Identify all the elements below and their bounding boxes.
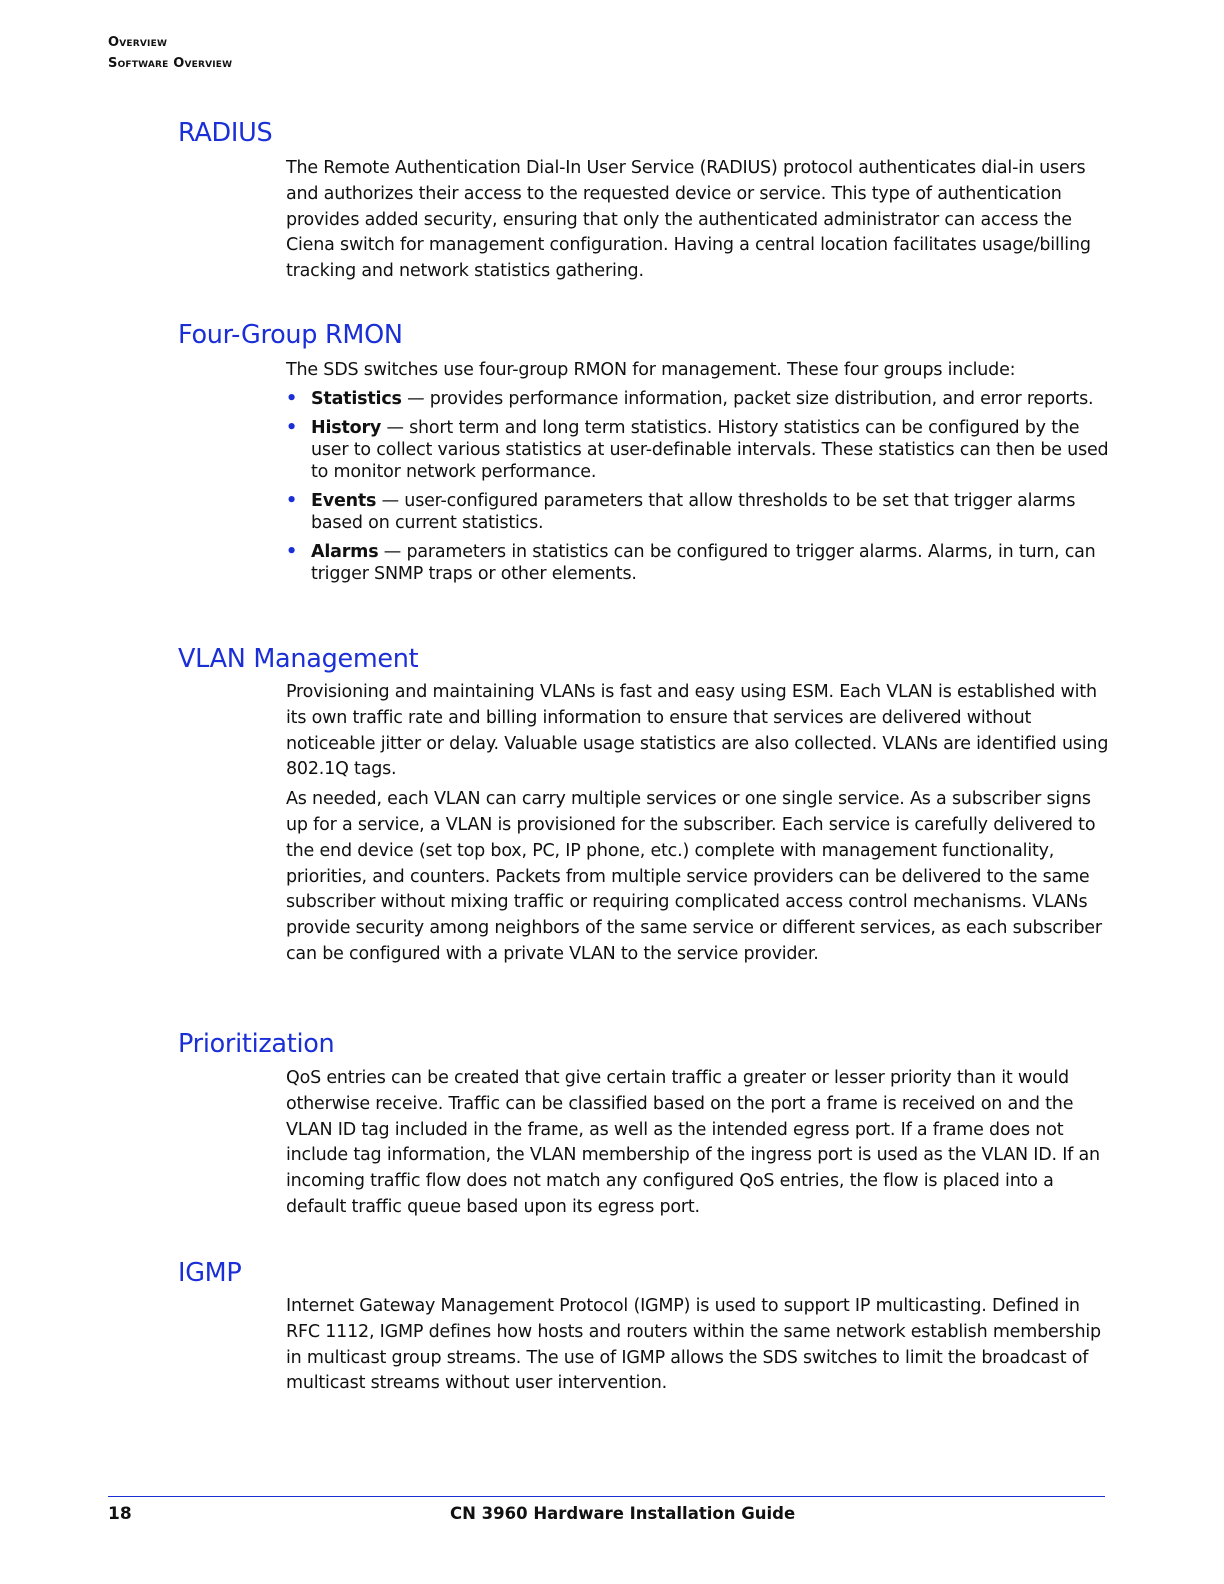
section-title-vlan: VLAN Management bbox=[178, 644, 419, 674]
list-item-text: — user-configured parameters that allow thresholds to be set that trigger alarms based on current statistics. bbox=[311, 490, 1076, 533]
paragraph: Internet Gateway Management Protocol (IGMP) is used to support IP multicasting. Defined in RFC 1112, IGMP defines how hosts and routers within the same network establish membership in multicast group streams. The use of IGMP allows the SDS switches to limit the broadcast of multicast streams without user intervention. bbox=[286, 1296, 1101, 1394]
page-number: 18 bbox=[108, 1504, 132, 1524]
list-item-text: — provides performance information, packet size distribution, and error reports. bbox=[401, 388, 1094, 409]
paragraph: QoS entries can be created that give certain traffic a greater or lesser priority than it would otherwise receive. Traffic can be classified based on the port a frame is received on and the VLAN ID tag included in the frame, as well as the intended egress port. If a frame does not include tag information, the VLAN membership of the ingress port is used as the VLAN ID. If an incoming traffic flow does not match any configured QoS entries, the flow is placed into a default traffic queue based upon its egress port. bbox=[286, 1068, 1100, 1217]
section-body-rmon bbox=[286, 358, 1116, 592]
list-item bbox=[286, 541, 1116, 585]
list-item bbox=[286, 490, 1116, 534]
list-item-term: Statistics bbox=[311, 388, 402, 409]
list-item bbox=[286, 388, 1116, 410]
section-title-radius: RADIUS bbox=[178, 118, 273, 148]
section-title-prioritization: Prioritization bbox=[178, 1029, 335, 1059]
running-header bbox=[108, 32, 232, 74]
list-item-term: Alarms bbox=[311, 541, 379, 562]
list-item-term: History bbox=[311, 417, 382, 438]
list-item bbox=[286, 417, 1116, 483]
list-item-text: — short term and long term statistics. History statistics can be configured by the user to collect various statistics at user-definable intervals. These statistics can then be used to monitor network performance. bbox=[311, 417, 1109, 482]
paragraph: As needed, each VLAN can carry multiple services or one single service. As a subscriber signs up for a service, a VLAN is provisioned for the subscriber. Each service is carefully delivered to the end device (set top box, PC, IP phone, etc.) complete with management functionality, priorities, and counters. Packets from multiple service providers can be delivered to the same subscriber without mixing traffic or requiring complicated access control mechanisms. VLANs provide security among neighbors of the same service or different services, as each subscriber can be configured with a private VLAN to the service provider. bbox=[286, 789, 1102, 964]
footer-divider bbox=[108, 1496, 1105, 1497]
section-body-vlan bbox=[286, 680, 1116, 972]
bullet-icon: • bbox=[286, 417, 297, 438]
footer-doc-title: CN 3960 Hardware Installation Guide bbox=[450, 1504, 796, 1523]
bullet-icon: • bbox=[286, 490, 297, 511]
section-title-rmon: Four-Group RMON bbox=[178, 320, 403, 350]
list-item-text: — parameters in statistics can be configured to trigger alarms. Alarms, in turn, can trigger SNMP traps or other elements. bbox=[311, 541, 1096, 584]
bullet-icon: • bbox=[286, 388, 297, 409]
section-body-igmp bbox=[286, 1294, 1116, 1401]
paragraph: Provisioning and maintaining VLANs is fast and easy using ESM. Each VLAN is established with its own traffic rate and billing information to ensure that services are delivered without noticeable jitter or delay. Valuable usage statistics are also collected. VLANs are identified using 802.1Q tags. bbox=[286, 682, 1109, 780]
bullet-icon: • bbox=[286, 541, 297, 562]
header-chapter: Overview bbox=[108, 35, 168, 50]
section-body-radius bbox=[286, 156, 1116, 289]
list-item-term: Events bbox=[311, 490, 377, 511]
section-body-prioritization bbox=[286, 1066, 1116, 1225]
rmon-group-list bbox=[286, 388, 1116, 585]
header-section: Software Overview bbox=[108, 56, 233, 71]
paragraph: The Remote Authentication Dial-In User Service (RADIUS) protocol authenticates dial-in users and authorizes their access to the requested device or service. This type of authentication provides added security, ensuring that only the authenticated administrator can access the Ciena switch for management configuration. Having a central location facilitates usage/billing tracking and network statistics gathering. bbox=[286, 158, 1091, 282]
paragraph: The SDS switches use four-group RMON for management. These four groups include: bbox=[286, 360, 1016, 380]
section-title-igmp: IGMP bbox=[178, 1258, 242, 1288]
